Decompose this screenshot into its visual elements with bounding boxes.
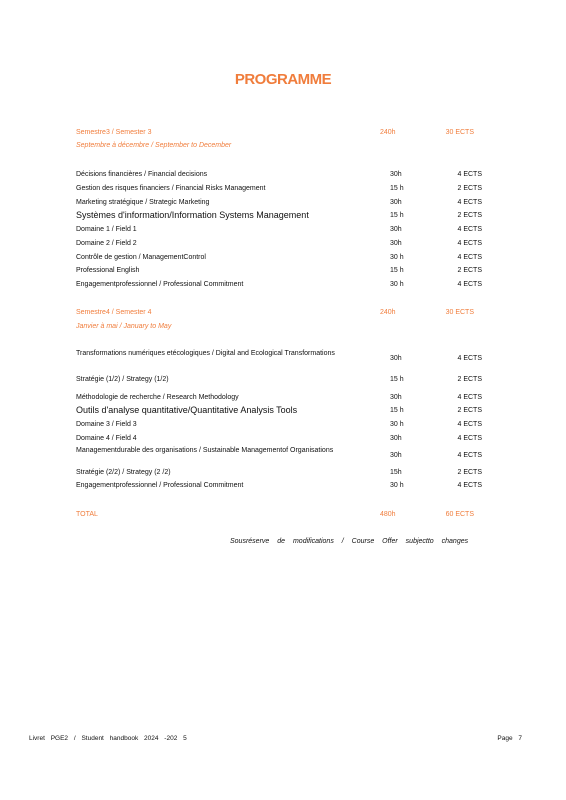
course-ects: 4 ECTS (457, 199, 482, 206)
course-hours: 30h (390, 394, 402, 401)
course-name: Systèmes d'information/Information Systems Management (76, 210, 309, 220)
course-hours: 15 h (390, 407, 404, 414)
course-hours: 30h (390, 452, 402, 459)
course-hours: 30h (390, 226, 402, 233)
course-name: Stratégie (2/2) / Strategy (2 /2) (76, 469, 171, 476)
changes-note: Sousréserve de modifications / Course Offer subjectto changes (230, 538, 469, 545)
course-name: Domaine 1 / Field 1 (76, 226, 137, 233)
course-ects: 4 ECTS (457, 355, 482, 362)
course-ects: 2 ECTS (457, 407, 482, 414)
total-hours: 480h (380, 511, 396, 518)
course-name: Managementdurable des organisations / Sustainable Managementof Organisations (76, 447, 334, 454)
course-name: Engagementprofessionnel / Professional Commitment (76, 281, 244, 288)
semester3-hours: 240h (380, 129, 396, 136)
course-hours: 15 h (390, 267, 404, 274)
course-hours: 15 h (390, 376, 404, 383)
total-label: TOTAL (76, 511, 98, 518)
course-ects: 4 ECTS (457, 240, 482, 247)
semester4-ects: 30 ECTS (445, 309, 474, 316)
course-hours: 30h (390, 199, 402, 206)
course-ects: 4 ECTS (457, 435, 482, 442)
course-ects: 4 ECTS (457, 226, 482, 233)
course-name: Contrôle de gestion / ManagementControl (76, 254, 206, 261)
page-title: PROGRAMME (234, 71, 332, 88)
course-ects: 4 ECTS (457, 452, 482, 459)
course-name: Domaine 2 / Field 2 (76, 240, 137, 247)
course-hours: 30h (390, 355, 402, 362)
semester4-period: Janvier à mai / January to May (76, 323, 172, 330)
course-ects: 2 ECTS (457, 376, 482, 383)
course-name: Engagementprofessionnel / Professional Commitment (76, 482, 244, 489)
course-name: Méthodologie de recherche / Research Methodology (76, 394, 239, 401)
course-ects: 4 ECTS (457, 421, 482, 428)
course-hours: 30 h (390, 281, 404, 288)
semester3-ects: 30 ECTS (445, 129, 474, 136)
course-name: Professional English (76, 267, 140, 274)
course-ects: 4 ECTS (457, 254, 482, 261)
course-ects: 4 ECTS (457, 482, 482, 489)
course-name: Domaine 4 / Field 4 (76, 435, 137, 442)
semester3-period: Septembre à décembre / September to December (76, 142, 232, 149)
course-name: Outils d'analyse quantitative/Quantitative Analysis Tools (76, 405, 298, 415)
course-hours: 30h (390, 435, 402, 442)
course-hours: 30h (390, 240, 402, 247)
course-hours: 30 h (390, 482, 404, 489)
course-name: Décisions financières / Financial decisions (76, 171, 208, 178)
semester4-hours: 240h (380, 309, 396, 316)
course-hours: 30h (390, 171, 402, 178)
course-ects: 4 ECTS (457, 281, 482, 288)
course-ects: 2 ECTS (457, 185, 482, 192)
semester4-label: Semestre4 / Semester 4 (76, 309, 152, 316)
course-hours: 30 h (390, 421, 404, 428)
course-ects: 2 ECTS (457, 469, 482, 476)
course-name: Stratégie (1/2) / Strategy (1/2) (76, 376, 169, 383)
course-name: Marketing stratégique / Strategic Marketing (76, 199, 210, 206)
course-hours: 15 h (390, 185, 404, 192)
course-ects: 2 ECTS (457, 212, 482, 219)
course-name: Transformations numériques etécologiques / Digital and Ecological Transformations (76, 350, 335, 357)
course-ects: 4 ECTS (457, 394, 482, 401)
course-hours: 15h (390, 469, 402, 476)
course-name: Domaine 3 / Field 3 (76, 421, 137, 428)
course-hours: 15 h (390, 212, 404, 219)
footer-page-number: Page 7 (497, 735, 522, 742)
course-ects: 2 ECTS (457, 267, 482, 274)
footer-handbook: Livret PGE2 / Student handbook 2024 -202 5 (29, 735, 187, 742)
course-hours: 30 h (390, 254, 404, 261)
course-name: Gestion des risques financiers / Financial Risks Management (76, 185, 266, 192)
course-ects: 4 ECTS (457, 171, 482, 178)
total-ects: 60 ECTS (445, 511, 474, 518)
semester3-label: Semestre3 / Semester 3 (76, 129, 152, 136)
